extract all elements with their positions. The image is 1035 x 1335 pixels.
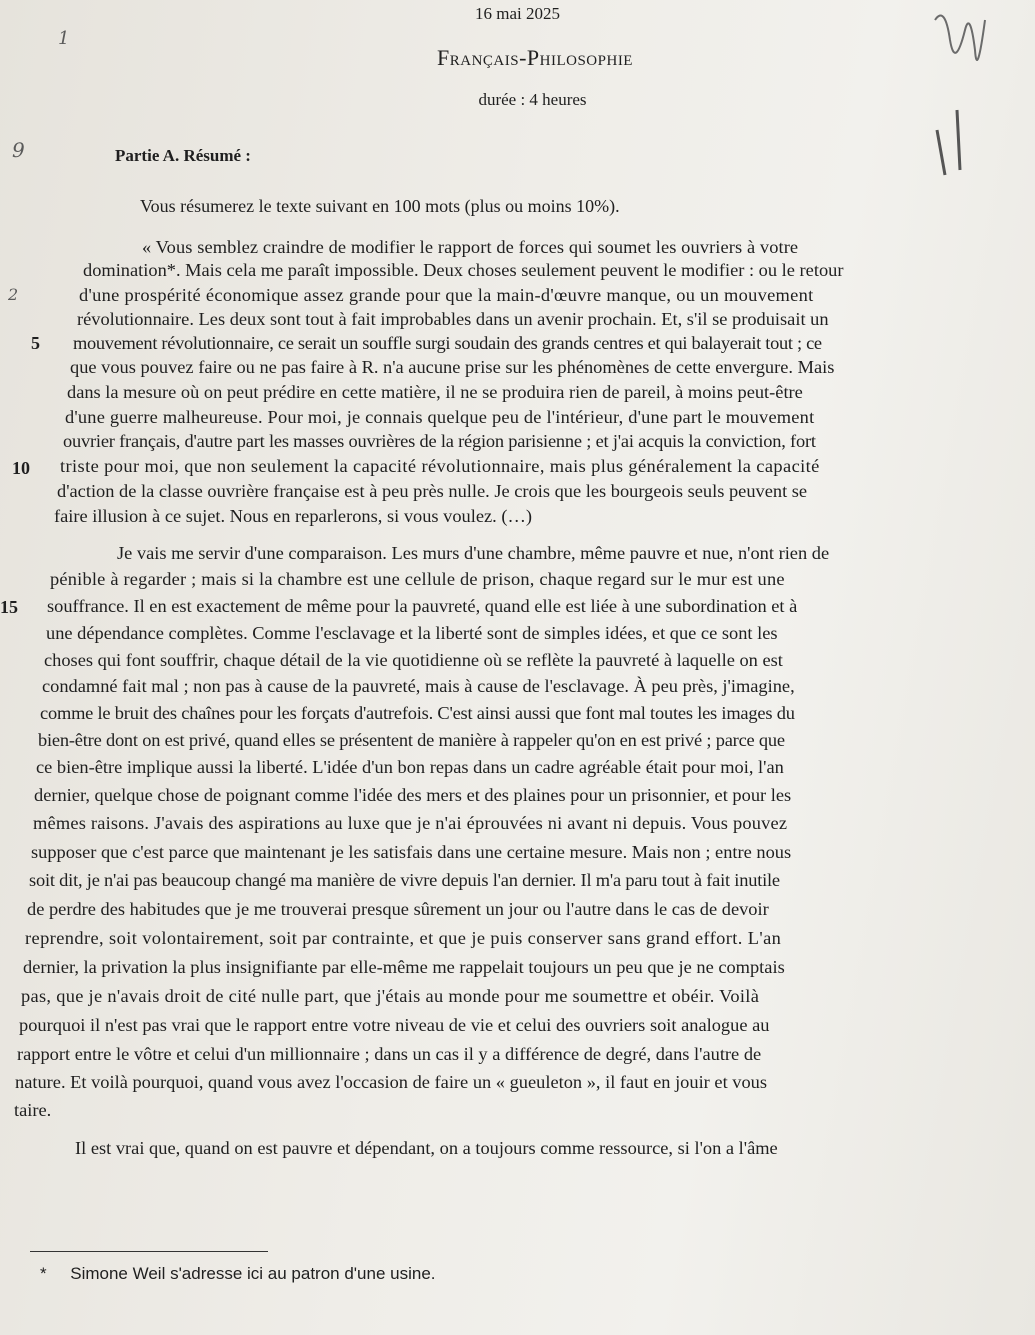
text-line: condamné fait mal ; non pas à cause de la pauvreté, mais à cause de l'esclavage. À peu près, j'imagine, [42,676,795,696]
text-line: domination*. Mais cela me paraît impossible. Deux choses seulement peuvent le modifier : ou le retour [83,260,844,280]
text-line: pas, que je n'avais droit de cité nulle part, que j'étais au monde pour me soumettre et obéir. Voilà [21,986,760,1006]
text-line: soit dit, je n'ai pas beaucoup changé ma manière de vivre depuis l'an dernier. Il m'a paru tout à fait inutile [29,870,780,890]
text-line: dans la mesure où on peut prédire en cette matière, il ne se produira rien de pareil, à moins peut-être [67,382,803,402]
text-line: rapport entre le vôtre et celui d'un millionnaire ; dans un cas il y a différence de degré, dans l'autre de [17,1044,762,1064]
text-line: pénible à regarder ; mais si la chambre est une cellule de prison, chaque regard sur le mur est une [50,569,785,589]
text-line: que vous pouvez faire ou ne pas faire à R. n'a aucune prise sur les phénomènes de cette envergure. Mais [70,357,835,377]
text-line: bien-être dont on est privé, quand elles se présentent de manière à rappeler qu'on en est privé ; parce que [38,730,785,750]
text-line: triste pour moi, que non seulement la capacité révolutionnaire, mais plus généralement la capacité [60,456,820,476]
text-line: de perdre des habitudes que je me trouverai presque sûrement un jour ou l'autre dans le cas de devoir [27,899,769,919]
text-line: d'une prospérité économique assez grande pour que la main-d'œuvre manque, ou un mouvement [79,285,814,305]
text-line: comme le bruit des chaînes pour les forçats d'autrefois. C'est ainsi aussi que font mal toutes les images du [40,703,795,723]
text-line: mouvement révolutionnaire, ce serait un souffle surgi soudain des grands centres et qui balayerait tout ; ce [73,333,822,353]
text-line: choses qui font souffrir, chaque détail de la vie quotidienne où se reflète la pauvreté à laquelle on est [44,650,783,670]
margin-mark: 1 [58,28,70,49]
margin-mark: 2 [8,285,19,304]
section-title: Partie A. Résumé : [115,146,251,165]
text-line: une dépendance complètes. Comme l'esclavage et la liberté sont de simples idées, et que ce sont les [46,623,778,643]
text-line: nature. Et voilà pourquoi, quand vous avez l'occasion de faire un « gueuleton », il faut en jouir et vous [15,1072,768,1092]
footnote: * Simone Weil s'adresse ici au patron d'une usine. [40,1264,436,1283]
text-line: « Vous semblez craindre de modifier le rapport de forces qui soumet les ouvriers à votre [142,237,799,257]
exam-title: Français-Philosophie [437,45,633,70]
text-line: taire. [14,1100,52,1120]
exam-duration: durée : 4 heures [478,90,587,109]
text-line: d'une guerre malheureuse. Pour moi, je connais quelque peu de l'intérieur, d'une part le mouvement [65,407,815,427]
text-line: d'action de la classe ouvrière française est à peu près nulle. Je crois que les bourgeois seuls peuvent se [57,481,808,501]
text-line: mêmes raisons. J'avais des aspirations au luxe que je n'ai éprouvées ni avant ni depuis. Vous pouvez [33,813,788,833]
text-line: supposer que c'est parce que maintenant je les satisfais dans une certaine mesure. Mais non ; entre nous [31,842,792,862]
text-line: Je vais me servir d'une comparaison. Les murs d'une chambre, même pauvre et nue, n'ont rien de [117,543,830,563]
text-line: ce bien-être implique aussi la liberté. L'idée d'un bon repas dans un cadre agréable était pour moi, l'an [36,757,784,777]
line-number: 10 [12,458,30,478]
text-line: dernier, quelque chose de poignant comme l'idée des mers et des plaines pour un prisonnier, et pour les [34,785,792,805]
line-number: 15 [0,597,18,617]
text-line: ouvrier français, d'autre part les masses ouvrières de la région parisienne ; et j'ai acquis la conviction, fort [63,431,816,451]
line-number: 5 [31,333,40,353]
margin-mark: 9 [12,138,25,162]
text-line: souffrance. Il en est exactement de même pour la pauvreté, quand elle est liée à une subordination et à [47,596,798,616]
text-line: faire illusion à ce sujet. Nous en reparlerons, si vous voulez. (…) [54,506,533,526]
text-line: révolutionnaire. Les deux sont tout à fait improbables dans un avenir prochain. Et, s'il se produisait un [77,309,829,329]
exam-date: 16 mai 2025 [475,4,560,23]
text-line: dernier, la privation la plus insignifiante par elle-même me rappelait toujours un peu que je ne comptais [23,957,785,977]
footnote-divider [30,1251,268,1252]
text-line: Il est vrai que, quand on est pauvre et dépendant, on a toujours comme ressource, si l'on a l'âme [75,1138,778,1158]
text-line: pourquoi il n'est pas vrai que le rapport entre votre niveau de vie et celui des ouvriers soit analogue au [19,1015,770,1035]
text-line: reprendre, soit volontairement, soit par contrainte, et que je puis conserver sans grand effort. L'an [25,928,782,948]
section-instruction: Vous résumerez le texte suivant en 100 mots (plus ou moins 10%). [140,196,620,216]
